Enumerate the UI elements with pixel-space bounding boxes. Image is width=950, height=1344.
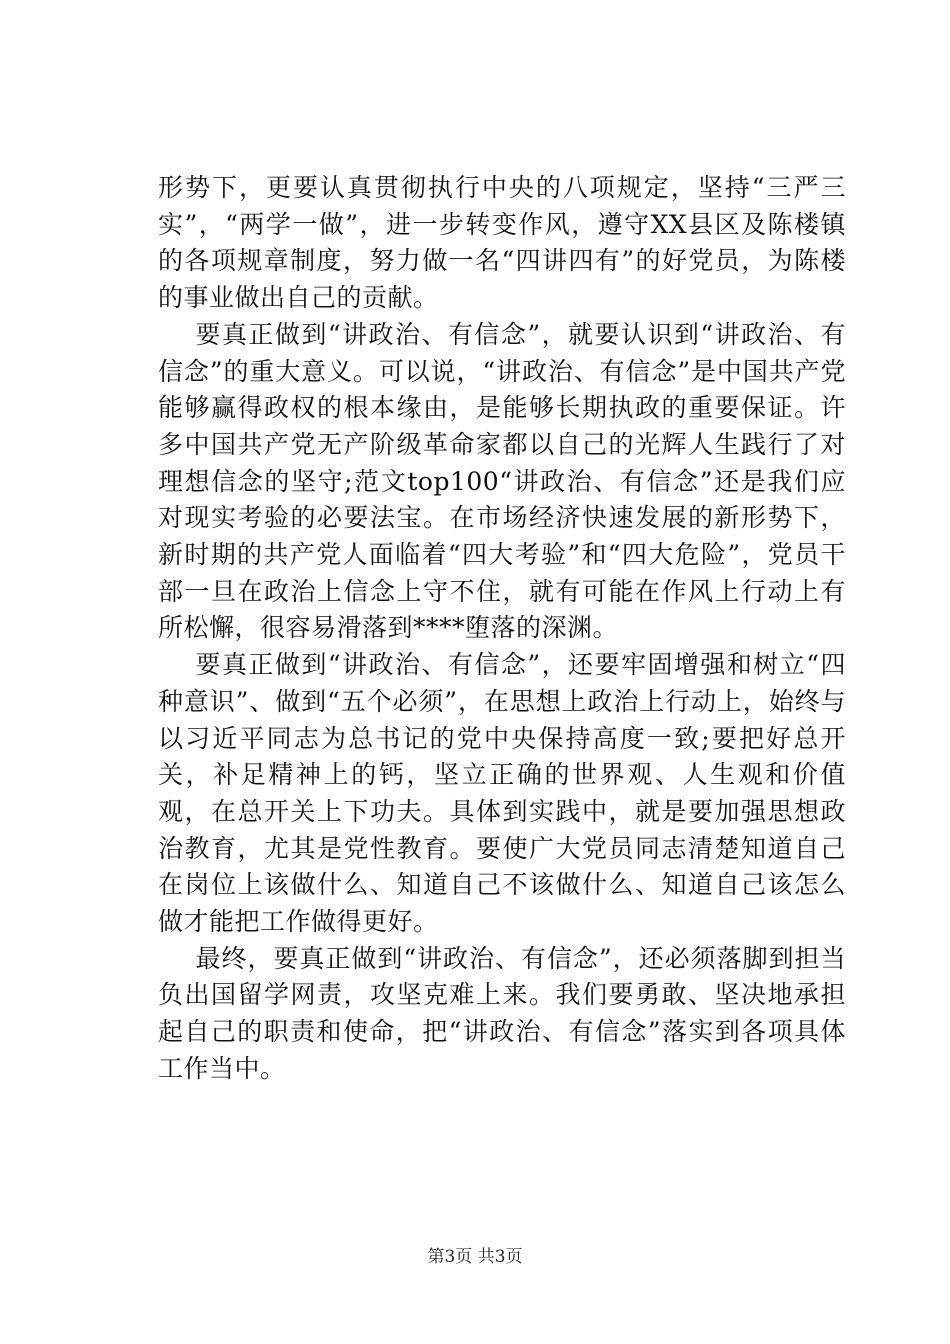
document-body xyxy=(158,170,846,1088)
paragraph-four-consciousness: 要真正做到“讲政治、有信念”，还要牢固增强和树立“四种意识”、做到“五个必须”，在思想上政治上行动上，始终与以习近平同志为总书记的党中央保持高度一致;要把好总开关，补足精神上的钙，坚立正确的世界观、人生观和价值观，在总开关上下功夫。具体到实践中，就是要加强思想政治教育，尤其是党性教育。要使广大党员同志清楚知道自己在岗位上该做什么、知道自己不该做什么、知道自己该怎么做才能把工作做得更好。 xyxy=(158,650,846,937)
page-number-footer: 第3页 共3页 xyxy=(427,1247,523,1267)
paragraph-significance: 要真正做到“讲政治、有信念”，就要认识到“讲政治、有信念”的重大意义。可以说，“讲政治、有信念”是中国共产党能够赢得政权的根本缘由，是能够长期执政的重要保证。许多中国共产党无产阶级革命家都以自己的光辉人生践行了对理想信念的坚守;范文top100“讲政治、有信念”还是我们应对现实考验的必要法宝。在市场经济快速发展的新形势下，新时期的共产党人面临着“四大考验”和“四大危险”，党员干部一旦在政治上信念上守不住，就有可能在作风上行动上有所松懈，很容易滑落到****堕落的深渊。 xyxy=(158,319,846,643)
paragraph-conclusion: 最终，要真正做到“讲政治、有信念”，还必须落脚到担当负出国留学网责，攻坚克难上来。我们要勇敢、坚决地承担起自己的职责和使命，把“讲政治、有信念”落实到各项具体工作当中。 xyxy=(158,943,846,1083)
paragraph-continued: 形势下，更要认真贯彻执行中央的八项规定，坚持“三严三实”，“两学一做”，进一步转变作风，遵守XX县区及陈楼镇的各项规章制度，努力做一名“四讲四有”的好党员，为陈楼的事业做出自己的贡献。 xyxy=(158,173,846,313)
